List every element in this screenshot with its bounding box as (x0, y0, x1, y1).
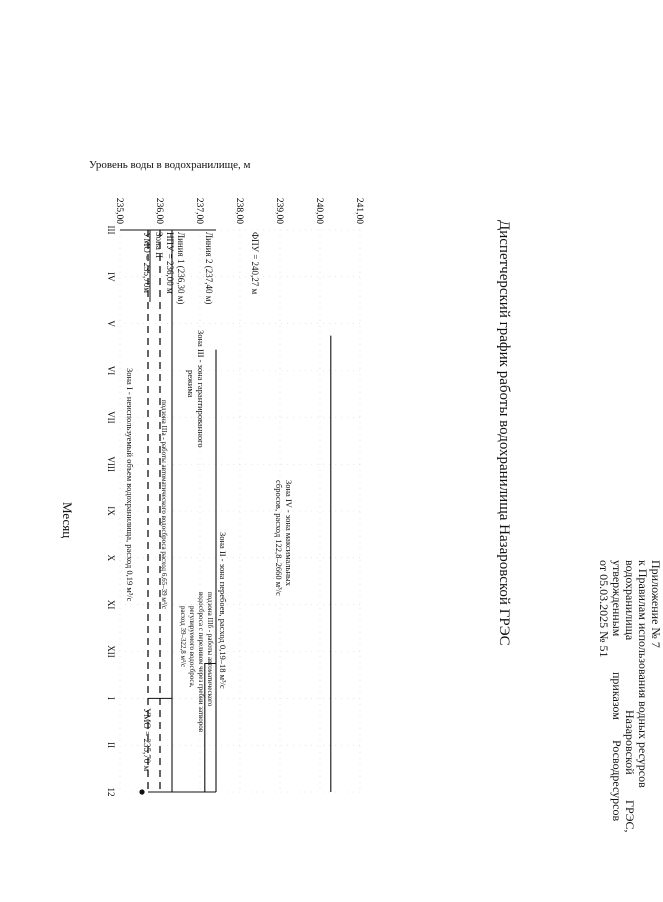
header-line-4a: утвержденным (610, 560, 624, 637)
umo-left-label: УМО = 235,70м (142, 232, 152, 293)
header-line-3b: Назаровской (623, 710, 637, 775)
x-tick-label: IV (106, 272, 116, 282)
line2-label: Линия 2 (237,40 м) (204, 232, 214, 305)
x-tick-label: VI (106, 365, 116, 376)
x-axis-label: Месяц (60, 502, 75, 539)
header-line-2: к Правилам использования водных ресурсов (636, 560, 650, 788)
x-tick-label: IX (106, 506, 116, 516)
x-tick-label: V (106, 320, 116, 327)
header-line-3a: водохранилища (623, 560, 637, 641)
x-tick-label: X (106, 554, 116, 562)
npu-label: НПУ = 236,00 м (165, 232, 175, 294)
subzone3a-label: подзона IIIа - работы автоматического водосброса расход 6,65–39 м³/с (160, 400, 168, 609)
line1-label: Линия 1 (236,30 м) (176, 232, 186, 305)
x-tick-label: VIII (106, 456, 116, 472)
y-tick-label: 238,00 (234, 197, 244, 224)
x-tick-label: II (106, 742, 116, 749)
y-tick-label: 241,00 (354, 197, 364, 224)
zone3-label-line2: режима (186, 370, 196, 398)
zone2-left-label: Зона II (154, 232, 164, 259)
header-line-5: от 05.03.2025 № 51 (597, 560, 611, 658)
x-tick-label: III (106, 225, 116, 235)
y-tick-label: 239,00 (274, 197, 284, 224)
page-title: Диспетчерский график работы водохранилища Назаровской ГРЭС (496, 220, 512, 646)
subzone3b-label-line2: водосброса с переливом через гребни затворов (197, 592, 205, 733)
subzone3b-label-line1: подзона IIIб - работы автоматического (206, 592, 214, 707)
subzone3b-label-line4: расход 39–322,8 м³/с (179, 606, 187, 668)
header-line-4c: Росводресурсов (610, 740, 624, 822)
x-tick-label: XI (106, 599, 116, 610)
subzone3b-label-line3: регулируемого водосброса, (188, 606, 196, 688)
x-tick-label: XII (106, 645, 116, 658)
header-line-3c: ГРЭС, (623, 800, 637, 833)
y-tick-label: 237,00 (194, 197, 204, 224)
header-line-4b: приказом (610, 672, 624, 720)
zone1-label: Зона I - неиспользуемый объем водохранилища, расход 0,19 м³/с (125, 368, 135, 602)
y-tick-label: 236,00 (154, 197, 164, 224)
y-tick-label: 235,00 (114, 197, 124, 224)
umo-right-label: УМО = 235,70 м (142, 708, 152, 772)
zone3-label-line1: Зона III - зона гарантированного (196, 330, 206, 448)
x-tick-label: I (106, 696, 116, 700)
x-tick-label: 12 (106, 787, 116, 797)
fpu-label: ФПУ = 240,27 м (250, 232, 260, 295)
umo-end-point (139, 789, 144, 794)
x-tick-label: VII (106, 411, 116, 424)
zone4-label-line1: Зона IV - зона максимальных (284, 480, 294, 586)
y-axis-label: Уровень воды в водохранилище, м (89, 159, 251, 171)
y-tick-label: 240,00 (314, 197, 324, 224)
zone4-label-line2: сбросов, расход 122,8–2660 м³/с (274, 480, 284, 596)
zone2-right-label: Зона II - зона перебоев, расход 0,19–18 м³/с (218, 532, 228, 689)
header-line-1: Приложение № 7 (649, 560, 663, 648)
